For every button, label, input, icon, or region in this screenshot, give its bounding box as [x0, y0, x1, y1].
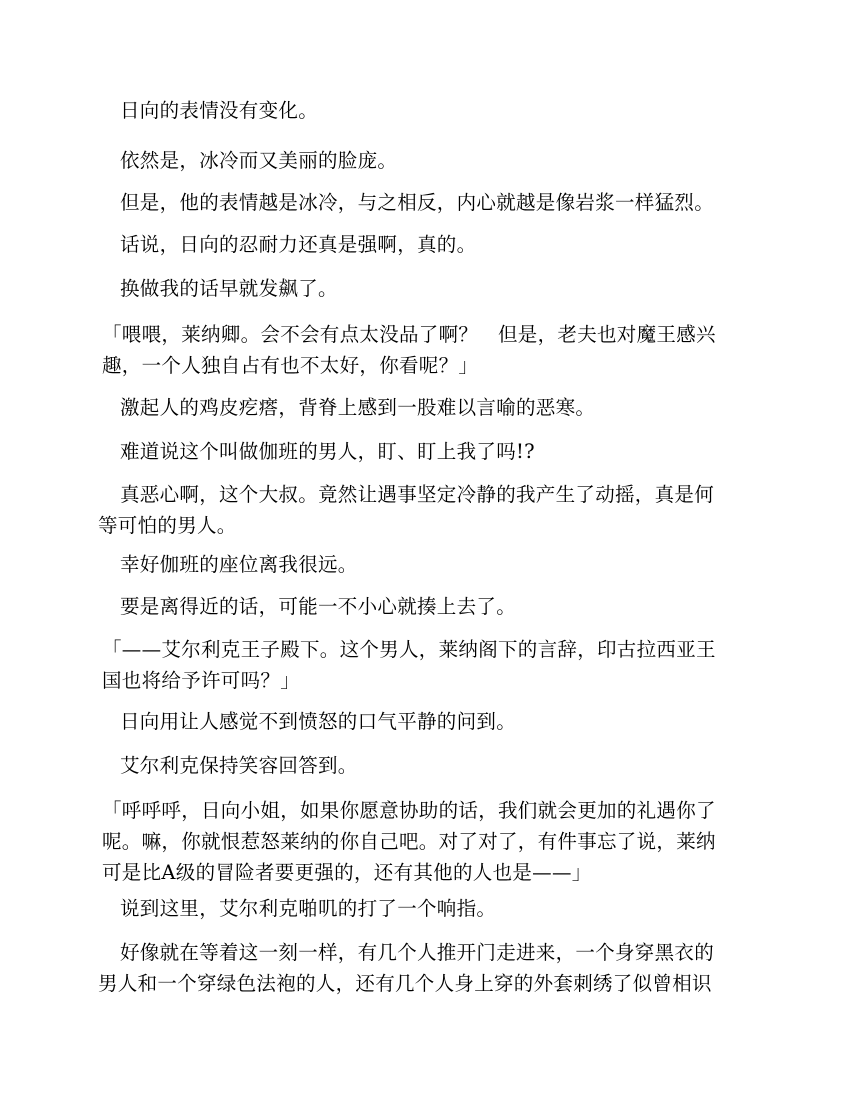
- paragraph: [98, 549, 780, 580]
- paragraph: [98, 479, 780, 541]
- paragraph: [98, 95, 780, 126]
- text-line: 日向的表情没有变化。: [120, 99, 319, 122]
- paragraph: [98, 392, 780, 423]
- dialogue-paragraph: [98, 319, 762, 381]
- dialogue-paragraph: [98, 634, 762, 696]
- paragraph: [98, 273, 780, 304]
- text-line: 呢。嘛，你就恨惹怒莱纳的你自己吧。对了对了，有件事忘了说，莱纳: [102, 830, 716, 853]
- text-line: 好像就在等着这一刻一样，有几个人推开门走进来，一个身穿黑衣的: [120, 941, 715, 964]
- text-line: 换做我的话早就发飙了。: [120, 277, 338, 300]
- dialogue-paragraph: [98, 795, 762, 888]
- paragraph: [98, 893, 780, 924]
- text-line: 日向用让人感觉不到愤怒的口气平静的问到。: [120, 710, 517, 733]
- paragraph: [98, 937, 780, 999]
- text-line: 真恶心啊，这个大叔。竟然让遇事坚定冷静的我产生了动摇，真是何: [120, 483, 715, 506]
- text-line: 幸好伽班的座位离我很远。: [120, 553, 358, 576]
- paragraph: [98, 229, 780, 260]
- text-line: 趣，一个人独自占有也不太好，你看呢？」: [102, 354, 479, 377]
- text-line: 可是比A级的冒险者要更强的，还有其他的人也是——」: [102, 861, 592, 884]
- text-line: 艾尔利克保持笑容回答到。: [120, 754, 358, 777]
- text-line: 说到这里，艾尔利克啪叽的打了一个响指。: [120, 897, 497, 920]
- text-line: 难道说这个叫做伽班的男人，盯、盯上我了吗!?: [120, 440, 535, 463]
- paragraph: [98, 706, 780, 737]
- paragraph: [98, 436, 780, 467]
- paragraph: [98, 187, 780, 218]
- text-line: 国也将给予许可吗？」: [102, 669, 301, 692]
- paragraph: [98, 591, 780, 622]
- text-line: 话说，日向的忍耐力还真是强啊，真的。: [120, 233, 477, 256]
- text-line: 依然是，冰冷而又美丽的脸庞。: [120, 149, 398, 172]
- text-line: 男人和一个穿绿色法袍的人，还有几个人身上穿的外套刺绣了似曾相识: [98, 972, 712, 995]
- paragraph: [98, 145, 780, 176]
- text-line: 「喂喂，莱纳卿。会不会有点太没品了啊？ 但是，老夫也对魔王感兴: [102, 323, 716, 346]
- text-line: 激起人的鸡皮疙瘩，背脊上感到一股难以言喻的恶寒。: [120, 396, 596, 419]
- text-line: 要是离得近的话，可能一不小心就揍上去了。: [120, 595, 517, 618]
- paragraph: [98, 750, 780, 781]
- text-line: 但是，他的表情越是冰冷，与之相反，内心就越是像岩浆一样猛烈。: [120, 191, 715, 214]
- text-line: 「呼呼呼，日向小姐，如果你愿意协助的话，我们就会更加的礼遇你了: [102, 799, 716, 822]
- text-line: 等可怕的男人。: [98, 514, 237, 537]
- text-line: 「——艾尔利克王子殿下。这个男人，莱纳阁下的言辞，印古拉西亚王: [102, 638, 716, 661]
